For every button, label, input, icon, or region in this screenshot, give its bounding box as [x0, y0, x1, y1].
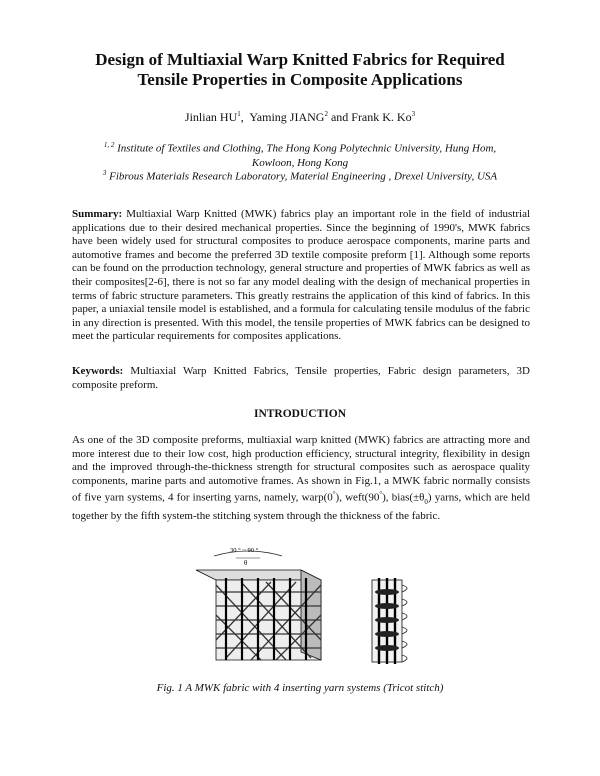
- degree-sup: °: [332, 490, 336, 499]
- affiliation-sup: 1, 2: [103, 141, 115, 149]
- fabric-cross-section: [372, 578, 407, 664]
- fabric-3d-view: [196, 570, 321, 660]
- angle-annotation: [214, 547, 282, 567]
- author-sup: 3: [411, 110, 416, 118]
- keywords-paragraph: [72, 365, 530, 392]
- intro-paragraph: [72, 434, 530, 523]
- author-list: Jinlian $HU^1$, Yaming JIANG$^2$ and Frank K. Ko$^3$: [184, 110, 416, 124]
- author-name: Jinlian HU: [184, 110, 238, 124]
- summary-paragraph: [72, 208, 530, 344]
- angle-label: 30 ° ~ 90 °: [230, 547, 259, 554]
- author-name: Yaming JIANG: [249, 110, 325, 124]
- title-line-1: Design of Multiaxial Warp Knitted Fabrics for Required: [95, 50, 505, 69]
- fabric-illustration: [196, 540, 456, 670]
- paper-title: [40, 50, 560, 90]
- intro-text: As one of the 3D composite preforms, multiaxial warp knitted (MWK) fabrics are attracting more and more interest due to their low cost, high production efficiency, structural integrity, flexibility in design and the improved through-the-thickness strength for structural composites such as aerospace quality components, marine parts and automotive frames. As shown in Fig.1, a MWK fabric normally consists of five yarn systems, 4 for inserting yarns, namely, warp(0: [72, 434, 530, 505]
- intro-text: ) yarns, which are held together by the fifth system-the stitching system through the thickness of the fabric.: [72, 492, 531, 522]
- theta-label: θ: [244, 559, 248, 567]
- intro-text: ), bias(±θ: [382, 492, 425, 505]
- author-sup: 1: [237, 110, 241, 118]
- affiliation-sup: 3: [102, 169, 107, 177]
- author-name: Frank K. Ko: [351, 110, 412, 124]
- title-line-2: Tensile Properties in Composite Applications: [137, 70, 463, 89]
- keywords-label: Keywords:: [72, 365, 124, 377]
- summary-label: Summary:: [72, 208, 123, 220]
- section-heading: INTRODUCTION: [253, 408, 346, 420]
- degree-sup: °: [379, 490, 383, 499]
- theta-sub: 0: [424, 498, 428, 507]
- affiliation-text: Kowloon, Hong Kong: [251, 156, 349, 169]
- affiliation-text: Institute of Textiles and Clothing, The Hong Kong Polytechnic University, Hung Hom,: [117, 142, 497, 155]
- intro-text: ), weft(90: [335, 492, 380, 505]
- fabric-figure: [196, 540, 456, 670]
- affiliation-text: Fibrous Materials Research Laboratory, Material Engineering , Drexel University, USA: [109, 170, 498, 183]
- keywords-text: Multiaxial Warp Knitted Fabrics, Tensile properties, Fabric design parameters, 3D composite preform.: [72, 365, 530, 391]
- summary-text: Multiaxial Warp Knitted (MWK) fabrics play an important role in the field of industrial applications due to their desired mechanical properties. Since the beginning of 1990's, MWK fabrics have been widely used for structural composites to produce aerospace components, marine parts and automotive frames and become the preferred 3D textile composite preform [1]. Although some reports can be found on the prroduction technology, general structure and properties of MWK fabrics as well as their composites[2-6], there is not so far any model dealing with the design of mechanical properties in terms of fabric structure parameters. This greatly restrains the application of this kind of fabrics. In this paper, a uniaxial tensile model is established, and a formula for calculating tensile modulus of the fabric in any direction is presented. With this model, the tensile properties of MWK fabrics can be designed to meet the particular requirements for composites applications.: [72, 208, 531, 343]
- figure-caption: Fig. 1 A MWK fabric with 4 inserting yarn systems (Tricot stitch): [156, 682, 444, 694]
- affiliation-1: [40, 138, 560, 170]
- affiliation-2: [40, 166, 560, 184]
- author-sup: 2: [324, 110, 328, 118]
